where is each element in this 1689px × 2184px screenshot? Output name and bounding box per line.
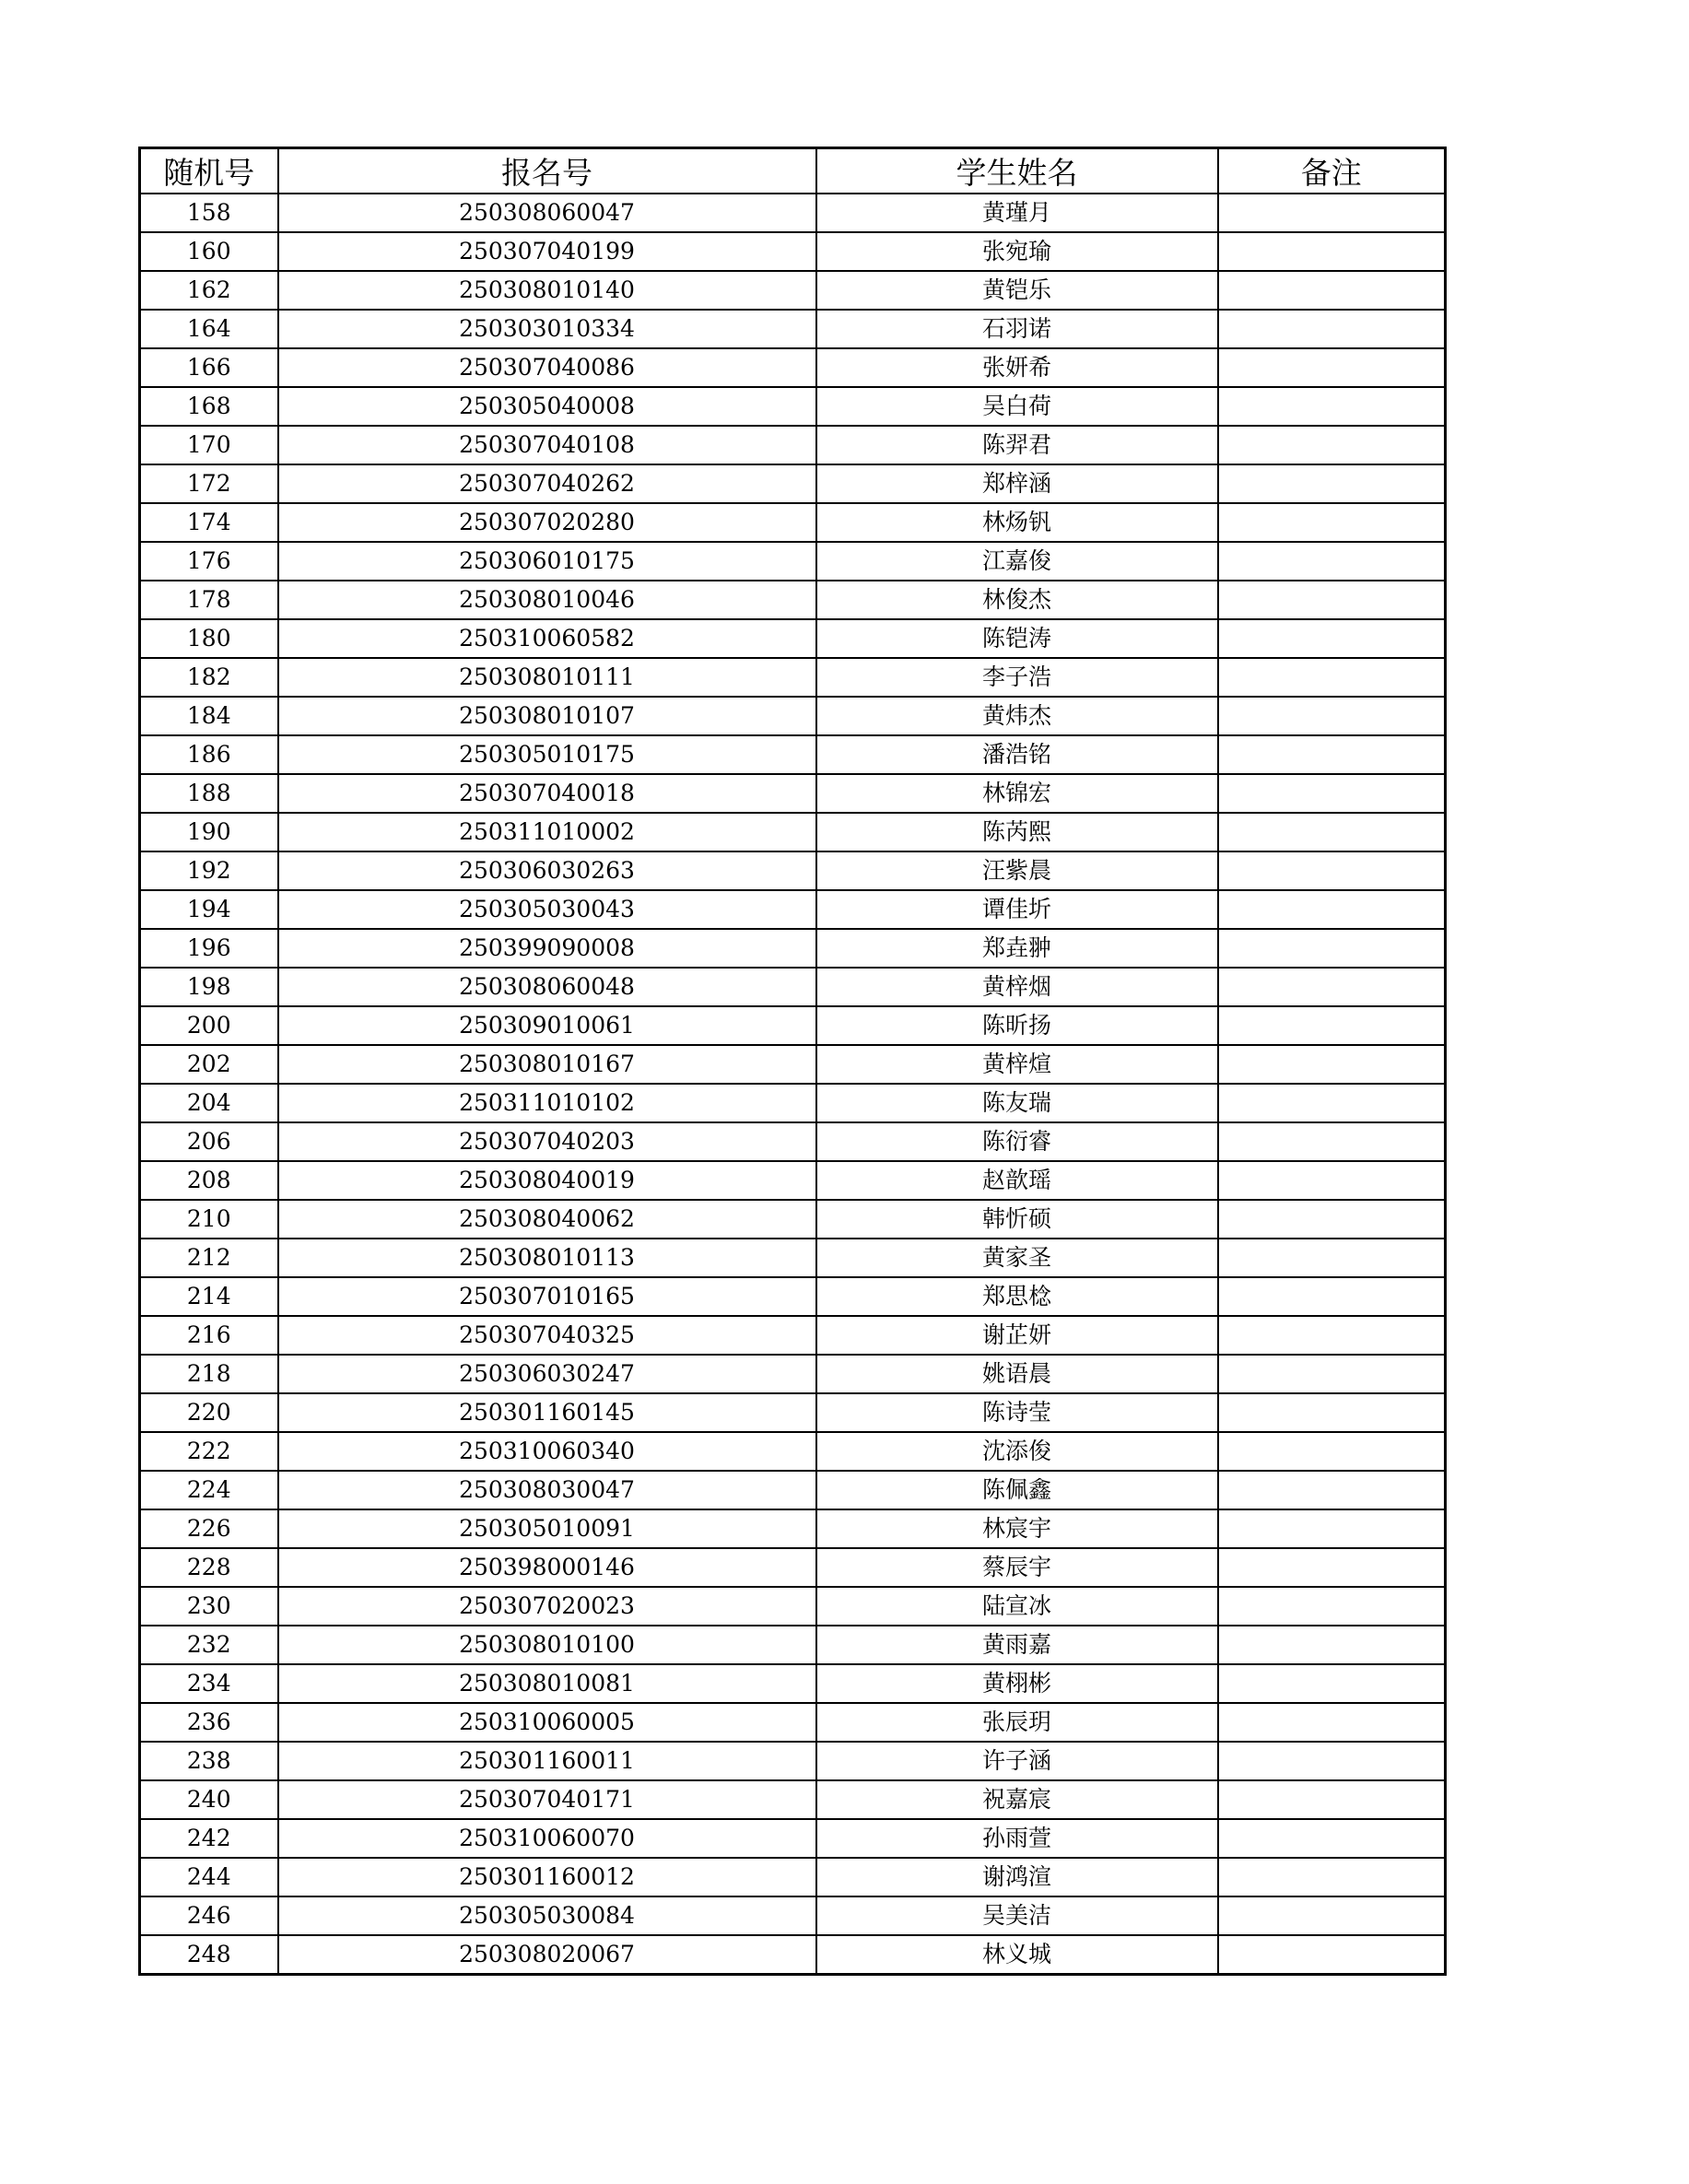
table-row xyxy=(140,348,1446,387)
random-number-cell: 160 xyxy=(140,232,278,271)
random-number-cell: 248 xyxy=(140,1935,278,1975)
random-number-cell: 180 xyxy=(140,619,278,658)
table-body xyxy=(140,194,1446,1975)
student-name-cell: 张妍希 xyxy=(816,348,1218,387)
registration-number-cell: 250301160011 xyxy=(278,1742,816,1780)
remarks-cell xyxy=(1218,1045,1446,1084)
random-number-cell: 218 xyxy=(140,1355,278,1393)
table-row xyxy=(140,1626,1446,1664)
remarks-cell xyxy=(1218,697,1446,735)
student-name-cell: 林俊杰 xyxy=(816,581,1218,619)
remarks-cell xyxy=(1218,1509,1446,1548)
random-number-cell: 222 xyxy=(140,1432,278,1471)
table-row xyxy=(140,232,1446,271)
remarks-cell xyxy=(1218,619,1446,658)
random-number-cell: 234 xyxy=(140,1664,278,1703)
header-row xyxy=(140,148,1446,194)
registration-number-cell: 250307020023 xyxy=(278,1587,816,1626)
table-row xyxy=(140,1316,1446,1355)
random-number-cell: 196 xyxy=(140,929,278,968)
registration-number-cell: 250307010165 xyxy=(278,1277,816,1316)
remarks-cell xyxy=(1218,1587,1446,1626)
remarks-cell xyxy=(1218,1471,1446,1509)
registration-number-cell: 250307040108 xyxy=(278,426,816,464)
random-number-cell: 176 xyxy=(140,542,278,581)
registration-number-cell: 250310060005 xyxy=(278,1703,816,1742)
registration-number-cell: 250310060582 xyxy=(278,619,816,658)
table-row xyxy=(140,1742,1446,1780)
registration-number-cell: 250305030043 xyxy=(278,890,816,929)
registration-number-cell: 250307020280 xyxy=(278,503,816,542)
student-name-cell: 张宛瑜 xyxy=(816,232,1218,271)
table-row xyxy=(140,1819,1446,1858)
registration-number-cell: 250310060340 xyxy=(278,1432,816,1471)
student-name-cell: 陈铠涛 xyxy=(816,619,1218,658)
random-number-cell: 230 xyxy=(140,1587,278,1626)
remarks-cell xyxy=(1218,387,1446,426)
random-number-cell: 184 xyxy=(140,697,278,735)
table-row xyxy=(140,1045,1446,1084)
random-number-cell: 192 xyxy=(140,851,278,890)
table-row xyxy=(140,1122,1446,1161)
remarks-cell xyxy=(1218,1935,1446,1975)
remarks-cell xyxy=(1218,1006,1446,1045)
remarks-cell xyxy=(1218,658,1446,697)
remarks-cell xyxy=(1218,1664,1446,1703)
student-name-cell: 黄瑾月 xyxy=(816,194,1218,232)
remarks-cell xyxy=(1218,774,1446,813)
remarks-cell xyxy=(1218,1316,1446,1355)
random-number-cell: 208 xyxy=(140,1161,278,1200)
header-registration-number: 报名号 xyxy=(278,148,816,194)
header-student-name: 学生姓名 xyxy=(816,148,1218,194)
remarks-cell xyxy=(1218,1355,1446,1393)
registration-number-cell: 250306030263 xyxy=(278,851,816,890)
student-name-cell: 陆宣冰 xyxy=(816,1587,1218,1626)
remarks-cell xyxy=(1218,348,1446,387)
table-row xyxy=(140,851,1446,890)
random-number-cell: 170 xyxy=(140,426,278,464)
table-row xyxy=(140,194,1446,232)
random-number-cell: 166 xyxy=(140,348,278,387)
remarks-cell xyxy=(1218,1161,1446,1200)
registration-number-cell: 250311010102 xyxy=(278,1084,816,1122)
registration-number-cell: 250308010046 xyxy=(278,581,816,619)
registration-number-cell: 250308010140 xyxy=(278,271,816,310)
remarks-cell xyxy=(1218,581,1446,619)
remarks-cell xyxy=(1218,1432,1446,1471)
registration-number-cell: 250305030084 xyxy=(278,1896,816,1935)
random-number-cell: 242 xyxy=(140,1819,278,1858)
remarks-cell xyxy=(1218,1239,1446,1277)
student-name-cell: 谭佳圻 xyxy=(816,890,1218,929)
registration-number-cell: 250308040019 xyxy=(278,1161,816,1200)
table-row xyxy=(140,1509,1446,1548)
registration-number-cell: 250308020067 xyxy=(278,1935,816,1975)
random-number-cell: 194 xyxy=(140,890,278,929)
table-row xyxy=(140,1432,1446,1471)
student-name-cell: 黄梓煊 xyxy=(816,1045,1218,1084)
student-name-cell: 赵歆瑶 xyxy=(816,1161,1218,1200)
registration-number-cell: 250309010061 xyxy=(278,1006,816,1045)
registration-number-cell: 250303010334 xyxy=(278,310,816,348)
registration-number-cell: 250307040199 xyxy=(278,232,816,271)
registration-number-cell: 250301160012 xyxy=(278,1858,816,1896)
remarks-cell xyxy=(1218,735,1446,774)
random-number-cell: 214 xyxy=(140,1277,278,1316)
random-number-cell: 228 xyxy=(140,1548,278,1587)
table-row xyxy=(140,619,1446,658)
student-name-cell: 林义城 xyxy=(816,1935,1218,1975)
student-name-cell: 沈添俊 xyxy=(816,1432,1218,1471)
random-number-cell: 238 xyxy=(140,1742,278,1780)
student-name-cell: 黄铠乐 xyxy=(816,271,1218,310)
random-number-cell: 164 xyxy=(140,310,278,348)
random-number-cell: 236 xyxy=(140,1703,278,1742)
student-name-cell: 石羽诺 xyxy=(816,310,1218,348)
registration-number-cell: 250306010175 xyxy=(278,542,816,581)
table-row xyxy=(140,658,1446,697)
student-name-cell: 陈诗莹 xyxy=(816,1393,1218,1432)
random-number-cell: 188 xyxy=(140,774,278,813)
table-row xyxy=(140,1703,1446,1742)
registration-number-cell: 250308010081 xyxy=(278,1664,816,1703)
random-number-cell: 212 xyxy=(140,1239,278,1277)
registration-number-cell: 250310060070 xyxy=(278,1819,816,1858)
table-row xyxy=(140,1006,1446,1045)
table-row xyxy=(140,271,1446,310)
table-row xyxy=(140,1471,1446,1509)
student-name-cell: 郑梓涵 xyxy=(816,464,1218,503)
random-number-cell: 168 xyxy=(140,387,278,426)
table-row xyxy=(140,1664,1446,1703)
registration-number-cell: 250307040325 xyxy=(278,1316,816,1355)
table-row xyxy=(140,542,1446,581)
student-name-cell: 黄栩彬 xyxy=(816,1664,1218,1703)
student-name-cell: 谢芷妍 xyxy=(816,1316,1218,1355)
remarks-cell xyxy=(1218,1084,1446,1122)
student-list-table xyxy=(138,147,1447,1976)
remarks-cell xyxy=(1218,1819,1446,1858)
registration-number-cell: 250308010111 xyxy=(278,658,816,697)
random-number-cell: 162 xyxy=(140,271,278,310)
student-name-cell: 张辰玥 xyxy=(816,1703,1218,1742)
remarks-cell xyxy=(1218,890,1446,929)
header-random-number: 随机号 xyxy=(140,148,278,194)
registration-number-cell: 250399090008 xyxy=(278,929,816,968)
registration-number-cell: 250305040008 xyxy=(278,387,816,426)
remarks-cell xyxy=(1218,464,1446,503)
student-name-cell: 陈友瑞 xyxy=(816,1084,1218,1122)
student-name-cell: 陈昕扬 xyxy=(816,1006,1218,1045)
remarks-cell xyxy=(1218,310,1446,348)
random-number-cell: 174 xyxy=(140,503,278,542)
student-name-cell: 汪紫晨 xyxy=(816,851,1218,890)
random-number-cell: 172 xyxy=(140,464,278,503)
random-number-cell: 190 xyxy=(140,813,278,851)
remarks-cell xyxy=(1218,503,1446,542)
random-number-cell: 202 xyxy=(140,1045,278,1084)
student-name-cell: 李子浩 xyxy=(816,658,1218,697)
remarks-cell xyxy=(1218,542,1446,581)
registration-number-cell: 250398000146 xyxy=(278,1548,816,1587)
table-row xyxy=(140,968,1446,1006)
table-row xyxy=(140,1780,1446,1819)
student-name-cell: 蔡辰宇 xyxy=(816,1548,1218,1587)
remarks-cell xyxy=(1218,194,1446,232)
student-name-cell: 陈羿君 xyxy=(816,426,1218,464)
remarks-cell xyxy=(1218,851,1446,890)
registration-number-cell: 250307040086 xyxy=(278,348,816,387)
student-name-cell: 林炀钒 xyxy=(816,503,1218,542)
remarks-cell xyxy=(1218,1393,1446,1432)
student-name-cell: 祝嘉宸 xyxy=(816,1780,1218,1819)
random-number-cell: 204 xyxy=(140,1084,278,1122)
registration-number-cell: 250311010002 xyxy=(278,813,816,851)
table-row xyxy=(140,464,1446,503)
student-name-cell: 黄家圣 xyxy=(816,1239,1218,1277)
registration-number-cell: 250307040203 xyxy=(278,1122,816,1161)
table-row xyxy=(140,503,1446,542)
remarks-cell xyxy=(1218,813,1446,851)
table-row xyxy=(140,387,1446,426)
student-name-cell: 郑思棯 xyxy=(816,1277,1218,1316)
random-number-cell: 186 xyxy=(140,735,278,774)
table-row xyxy=(140,774,1446,813)
random-number-cell: 158 xyxy=(140,194,278,232)
random-number-cell: 220 xyxy=(140,1393,278,1432)
random-number-cell: 178 xyxy=(140,581,278,619)
random-number-cell: 226 xyxy=(140,1509,278,1548)
remarks-cell xyxy=(1218,1548,1446,1587)
registration-number-cell: 250308030047 xyxy=(278,1471,816,1509)
random-number-cell: 244 xyxy=(140,1858,278,1896)
remarks-cell xyxy=(1218,1896,1446,1935)
table-row xyxy=(140,1548,1446,1587)
student-name-cell: 谢鸿渲 xyxy=(816,1858,1218,1896)
table-row xyxy=(140,310,1446,348)
table-row xyxy=(140,426,1446,464)
random-number-cell: 182 xyxy=(140,658,278,697)
student-name-cell: 江嘉俊 xyxy=(816,542,1218,581)
student-name-cell: 韩忻硕 xyxy=(816,1200,1218,1239)
table-row xyxy=(140,1239,1446,1277)
table-row xyxy=(140,1355,1446,1393)
table-row xyxy=(140,1587,1446,1626)
random-number-cell: 198 xyxy=(140,968,278,1006)
registration-number-cell: 250307040018 xyxy=(278,774,816,813)
student-name-cell: 黄梓烟 xyxy=(816,968,1218,1006)
registration-number-cell: 250306030247 xyxy=(278,1355,816,1393)
table-row xyxy=(140,813,1446,851)
table-row xyxy=(140,1277,1446,1316)
table-row xyxy=(140,735,1446,774)
registration-number-cell: 250307040171 xyxy=(278,1780,816,1819)
remarks-cell xyxy=(1218,1200,1446,1239)
student-name-cell: 许子涵 xyxy=(816,1742,1218,1780)
random-number-cell: 206 xyxy=(140,1122,278,1161)
registration-number-cell: 250301160145 xyxy=(278,1393,816,1432)
remarks-cell xyxy=(1218,1703,1446,1742)
registration-number-cell: 250308010107 xyxy=(278,697,816,735)
table-row xyxy=(140,1935,1446,1975)
student-name-cell: 陈衍睿 xyxy=(816,1122,1218,1161)
student-name-cell: 林锦宏 xyxy=(816,774,1218,813)
student-name-cell: 孙雨萱 xyxy=(816,1819,1218,1858)
student-name-cell: 林宸宇 xyxy=(816,1509,1218,1548)
random-number-cell: 216 xyxy=(140,1316,278,1355)
student-name-cell: 姚语晨 xyxy=(816,1355,1218,1393)
remarks-cell xyxy=(1218,1122,1446,1161)
table-row xyxy=(140,1161,1446,1200)
student-name-cell: 潘浩铭 xyxy=(816,735,1218,774)
remarks-cell xyxy=(1218,1626,1446,1664)
random-number-cell: 240 xyxy=(140,1780,278,1819)
table-row xyxy=(140,1393,1446,1432)
student-name-cell: 黄炜杰 xyxy=(816,697,1218,735)
random-number-cell: 210 xyxy=(140,1200,278,1239)
remarks-cell xyxy=(1218,1780,1446,1819)
registration-number-cell: 250307040262 xyxy=(278,464,816,503)
remarks-cell xyxy=(1218,968,1446,1006)
student-name-cell: 郑垚翀 xyxy=(816,929,1218,968)
student-name-cell: 陈芮熙 xyxy=(816,813,1218,851)
remarks-cell xyxy=(1218,232,1446,271)
table-row xyxy=(140,1858,1446,1896)
table-row xyxy=(140,581,1446,619)
registration-number-cell: 250308010113 xyxy=(278,1239,816,1277)
registration-number-cell: 250308060048 xyxy=(278,968,816,1006)
remarks-cell xyxy=(1218,1277,1446,1316)
student-name-cell: 陈佩鑫 xyxy=(816,1471,1218,1509)
random-number-cell: 200 xyxy=(140,1006,278,1045)
registration-number-cell: 250308010167 xyxy=(278,1045,816,1084)
table-row xyxy=(140,929,1446,968)
random-number-cell: 246 xyxy=(140,1896,278,1935)
registration-number-cell: 250305010175 xyxy=(278,735,816,774)
header-remarks: 备注 xyxy=(1218,148,1446,194)
table-row xyxy=(140,1200,1446,1239)
registration-number-cell: 250308060047 xyxy=(278,194,816,232)
student-name-cell: 吴白荷 xyxy=(816,387,1218,426)
table-row xyxy=(140,1896,1446,1935)
remarks-cell xyxy=(1218,271,1446,310)
remarks-cell xyxy=(1218,929,1446,968)
remarks-cell xyxy=(1218,1858,1446,1896)
remarks-cell xyxy=(1218,1742,1446,1780)
student-name-cell: 吴美洁 xyxy=(816,1896,1218,1935)
random-number-cell: 224 xyxy=(140,1471,278,1509)
remarks-cell xyxy=(1218,426,1446,464)
table-row xyxy=(140,697,1446,735)
table-row xyxy=(140,1084,1446,1122)
table-row xyxy=(140,890,1446,929)
random-number-cell: 232 xyxy=(140,1626,278,1664)
student-name-cell: 黄雨嘉 xyxy=(816,1626,1218,1664)
registration-number-cell: 250308040062 xyxy=(278,1200,816,1239)
registration-number-cell: 250308010100 xyxy=(278,1626,816,1664)
registration-number-cell: 250305010091 xyxy=(278,1509,816,1548)
